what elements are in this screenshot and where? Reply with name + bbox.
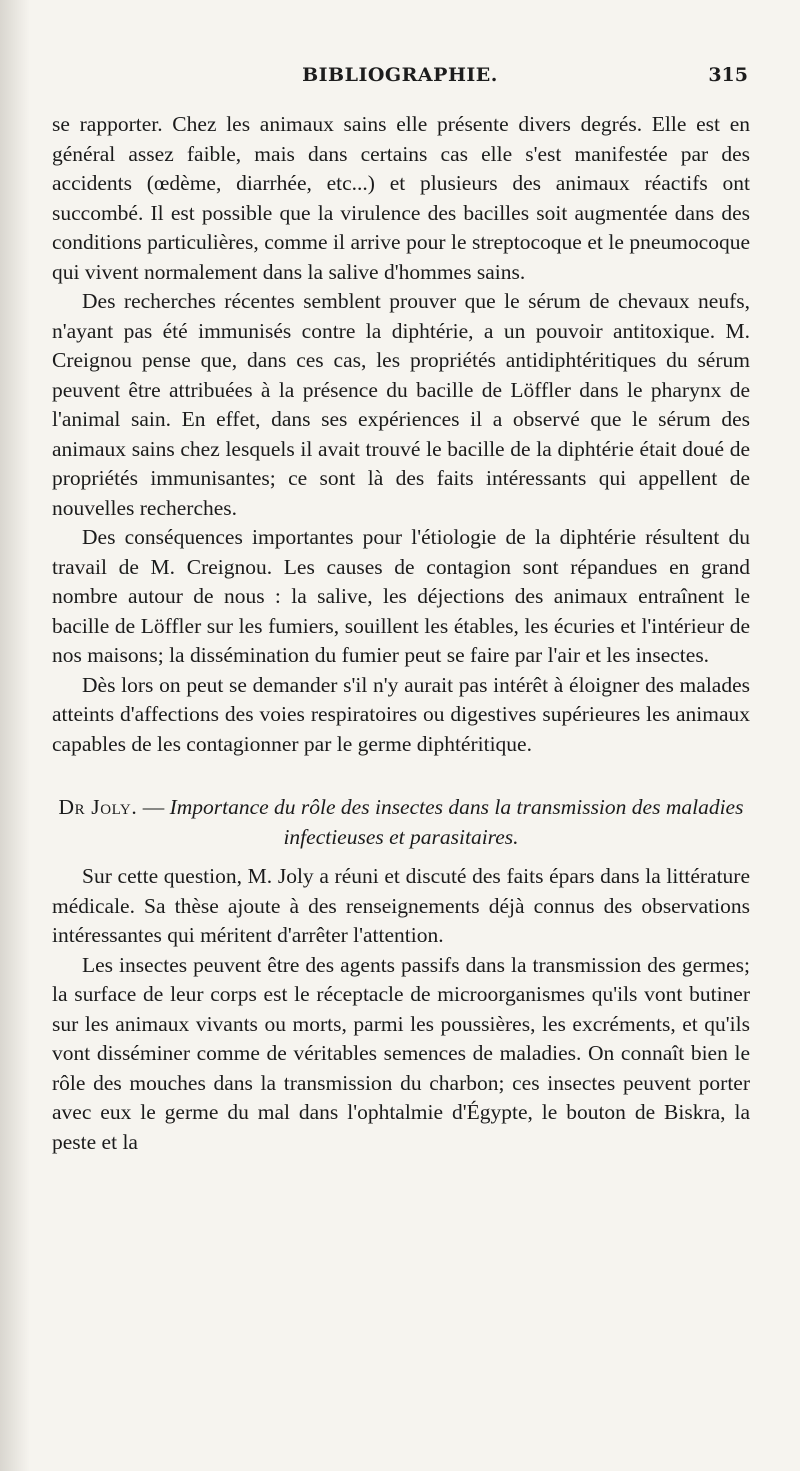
article-author: Dr Joly. xyxy=(58,795,138,819)
paragraph-insects: Les insectes peuvent être des agents passifs dans la transmission des germes; la surface de leur corps est le réceptacle de microorganismes qu'ils vont butiner sur les animaux vivants ou morts, parmi les poussières, les excréments, et qu'ils vont disséminer comme de véritables semences de maladies. On connaît bien le rôle des mouches dans la transmission du charbon; ces insectes peuvent porter avec eux le germe du mal dans l'ophtalmie d'Égypte, le bouton de Biskra, la peste et la xyxy=(52,952,750,1154)
page-edge-shadow xyxy=(0,0,30,1471)
paragraph-continued: se rapporter. Chez les animaux sains elle présente divers degrés. Elle est en général assez faible, mais dans certains cas elle s'est manifestée par des accidents (œdème, diarrhée, etc...) et plusieurs des animaux réactifs ont succombé. Il est possible que la virulence des bacilles soit augmentée dans des conditions particulières, comme il arrive pour le streptocoque et le pneumocoque qui vivent normalement dans la salive d'hommes sains. xyxy=(52,112,750,284)
running-head: BIBLIOGRAPHIE. xyxy=(302,64,498,86)
paragraph-conclusion: Dès lors on peut se demander s'il n'y aurait pas intérêt à éloigner des malades atteints d'affections des voies respiratoires ou digestives supérieures les animaux capables de les contagionner par le germe diphtéritique. xyxy=(52,672,750,756)
page-header xyxy=(52,64,748,100)
page-number: 315 xyxy=(708,64,748,86)
paragraph-joly-intro: Sur cette question, M. Joly a réuni et discuté des faits épars dans la littérature médicale. Sa thèse ajoute à des renseignements déjà connus des observations intéressantes qui méritent d'arrêter l'attention. xyxy=(52,864,750,947)
article-title: Importance du rôle des insectes dans la transmission des maladies infectieuses et parasitaires. xyxy=(169,795,744,849)
paragraph-consequences: Des conséquences importantes pour l'étiologie de la diphtérie résultent du travail de M. Creignou. Les causes de contagion sont répandues en grand nombre autour de nous : la salive, les déjections des animaux entraînent le bacille de Löffler sur les fumiers, souillent les étables, les écuries et l'intérieur de nos maisons; la dissémination du fumier peut se faire par l'air et les insectes. xyxy=(52,525,750,667)
body-text xyxy=(52,110,750,1157)
article-heading xyxy=(52,793,750,852)
paragraph-serum: Des recherches récentes semblent prouver que le sérum de chevaux neufs, n'ayant pas été immunisés contre la diphtérie, a un pouvoir antitoxique. M. Creignou pense que, dans ces cas, les propriétés antidiphtéritiques du sérum peuvent être attribuées à la présence du bacille de Löffler dans le pharynx de l'animal sain. En effet, dans ses expériences il a observé que le sérum des animaux sains chez lesquels il avait trouvé le bacille de la diphtérie était doué de propriétés immunisantes; ce sont là des faits intéressants qui appellent de nouvelles recherches. xyxy=(52,289,750,520)
article-dash: — xyxy=(137,795,170,819)
